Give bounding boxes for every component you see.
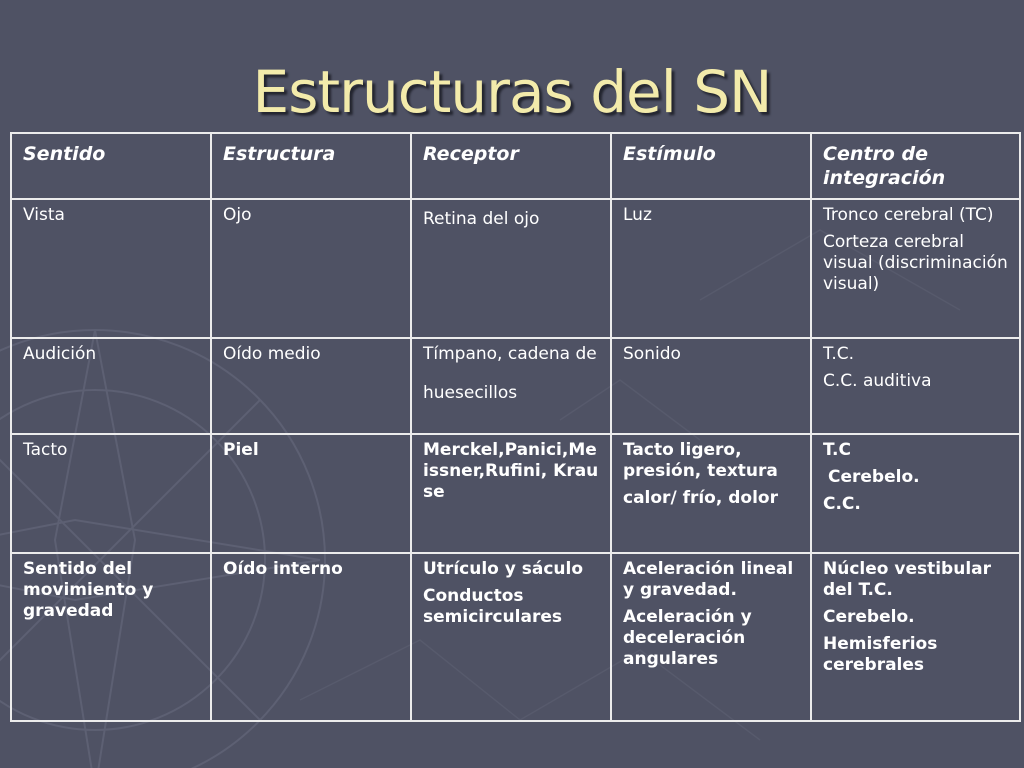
cell-estimulo	[611, 434, 811, 553]
slide-title: Estructuras del SN	[252, 58, 772, 126]
centro-line: Corteza cerebral visual (discriminación visual)	[823, 232, 1008, 295]
cell-centro	[811, 199, 1020, 338]
cell-centro	[811, 434, 1020, 553]
table-row	[11, 199, 1020, 338]
header-estructura: Estructura	[211, 133, 411, 199]
receptor-line: Merckel,Panici,Meissner,Rufini, Krause	[423, 440, 599, 503]
structures-table	[10, 132, 1021, 722]
receptor-line: huesecillos	[423, 383, 518, 404]
header-sentido: Sentido	[11, 133, 211, 199]
estimulo-line: Sonido	[623, 344, 681, 364]
centro-line: T.C.	[823, 344, 855, 364]
centro-line: Tronco cerebral (TC)	[823, 205, 994, 225]
cell-receptor	[411, 338, 611, 434]
cell-sentido: Tacto	[11, 434, 211, 553]
cell-estructura: Ojo	[211, 199, 411, 338]
table-row	[11, 434, 1020, 553]
cell-estructura: Piel	[211, 434, 411, 553]
cell-sentido: Vista	[11, 199, 211, 338]
cell-sentido: Sentido del movimiento y gravedad	[11, 553, 211, 721]
receptor-line: Tímpano, cadena de	[423, 344, 597, 364]
table-row	[11, 553, 1020, 721]
receptor-line: Utrículo y sáculo	[423, 559, 584, 579]
header-receptor: Receptor	[411, 133, 611, 199]
cell-estimulo	[611, 199, 811, 338]
cell-estimulo	[611, 338, 811, 434]
receptor-line: Retina del ojo	[423, 209, 540, 229]
centro-line: Cerebelo.	[823, 607, 915, 628]
cell-estimulo	[611, 553, 811, 721]
estimulo-line: Aceleración lineal y gravedad.	[623, 559, 794, 601]
cell-receptor	[411, 553, 611, 721]
table-row	[11, 338, 1020, 434]
estimulo-line: Tacto ligero, presión, textura	[623, 440, 778, 482]
centro-line: C.C. auditiva	[823, 371, 932, 392]
cell-estructura: Oído interno	[211, 553, 411, 721]
centro-line: Núcleo vestibular del T.C.	[823, 559, 991, 601]
header-centro-integracion: Centro de integración	[811, 133, 1020, 199]
receptor-line: Conductos semicirculares	[423, 586, 562, 628]
centro-line: Hemisferios cerebrales	[823, 634, 938, 676]
estimulo-line: Aceleración y deceleración angulares	[623, 607, 752, 670]
estimulo-line: Luz	[623, 205, 652, 225]
table-header-row	[11, 133, 1020, 199]
centro-line: Cerebelo.	[828, 467, 920, 488]
cell-receptor	[411, 199, 611, 338]
cell-receptor	[411, 434, 611, 553]
cell-centro	[811, 338, 1020, 434]
centro-line: T.C	[823, 440, 851, 460]
cell-estructura: Oído medio	[211, 338, 411, 434]
cell-sentido: Audición	[11, 338, 211, 434]
centro-line: C.C.	[823, 494, 861, 515]
header-estimulo: Estímulo	[611, 133, 811, 199]
estimulo-line: calor/ frío, dolor	[623, 488, 778, 509]
cell-centro	[811, 553, 1020, 721]
